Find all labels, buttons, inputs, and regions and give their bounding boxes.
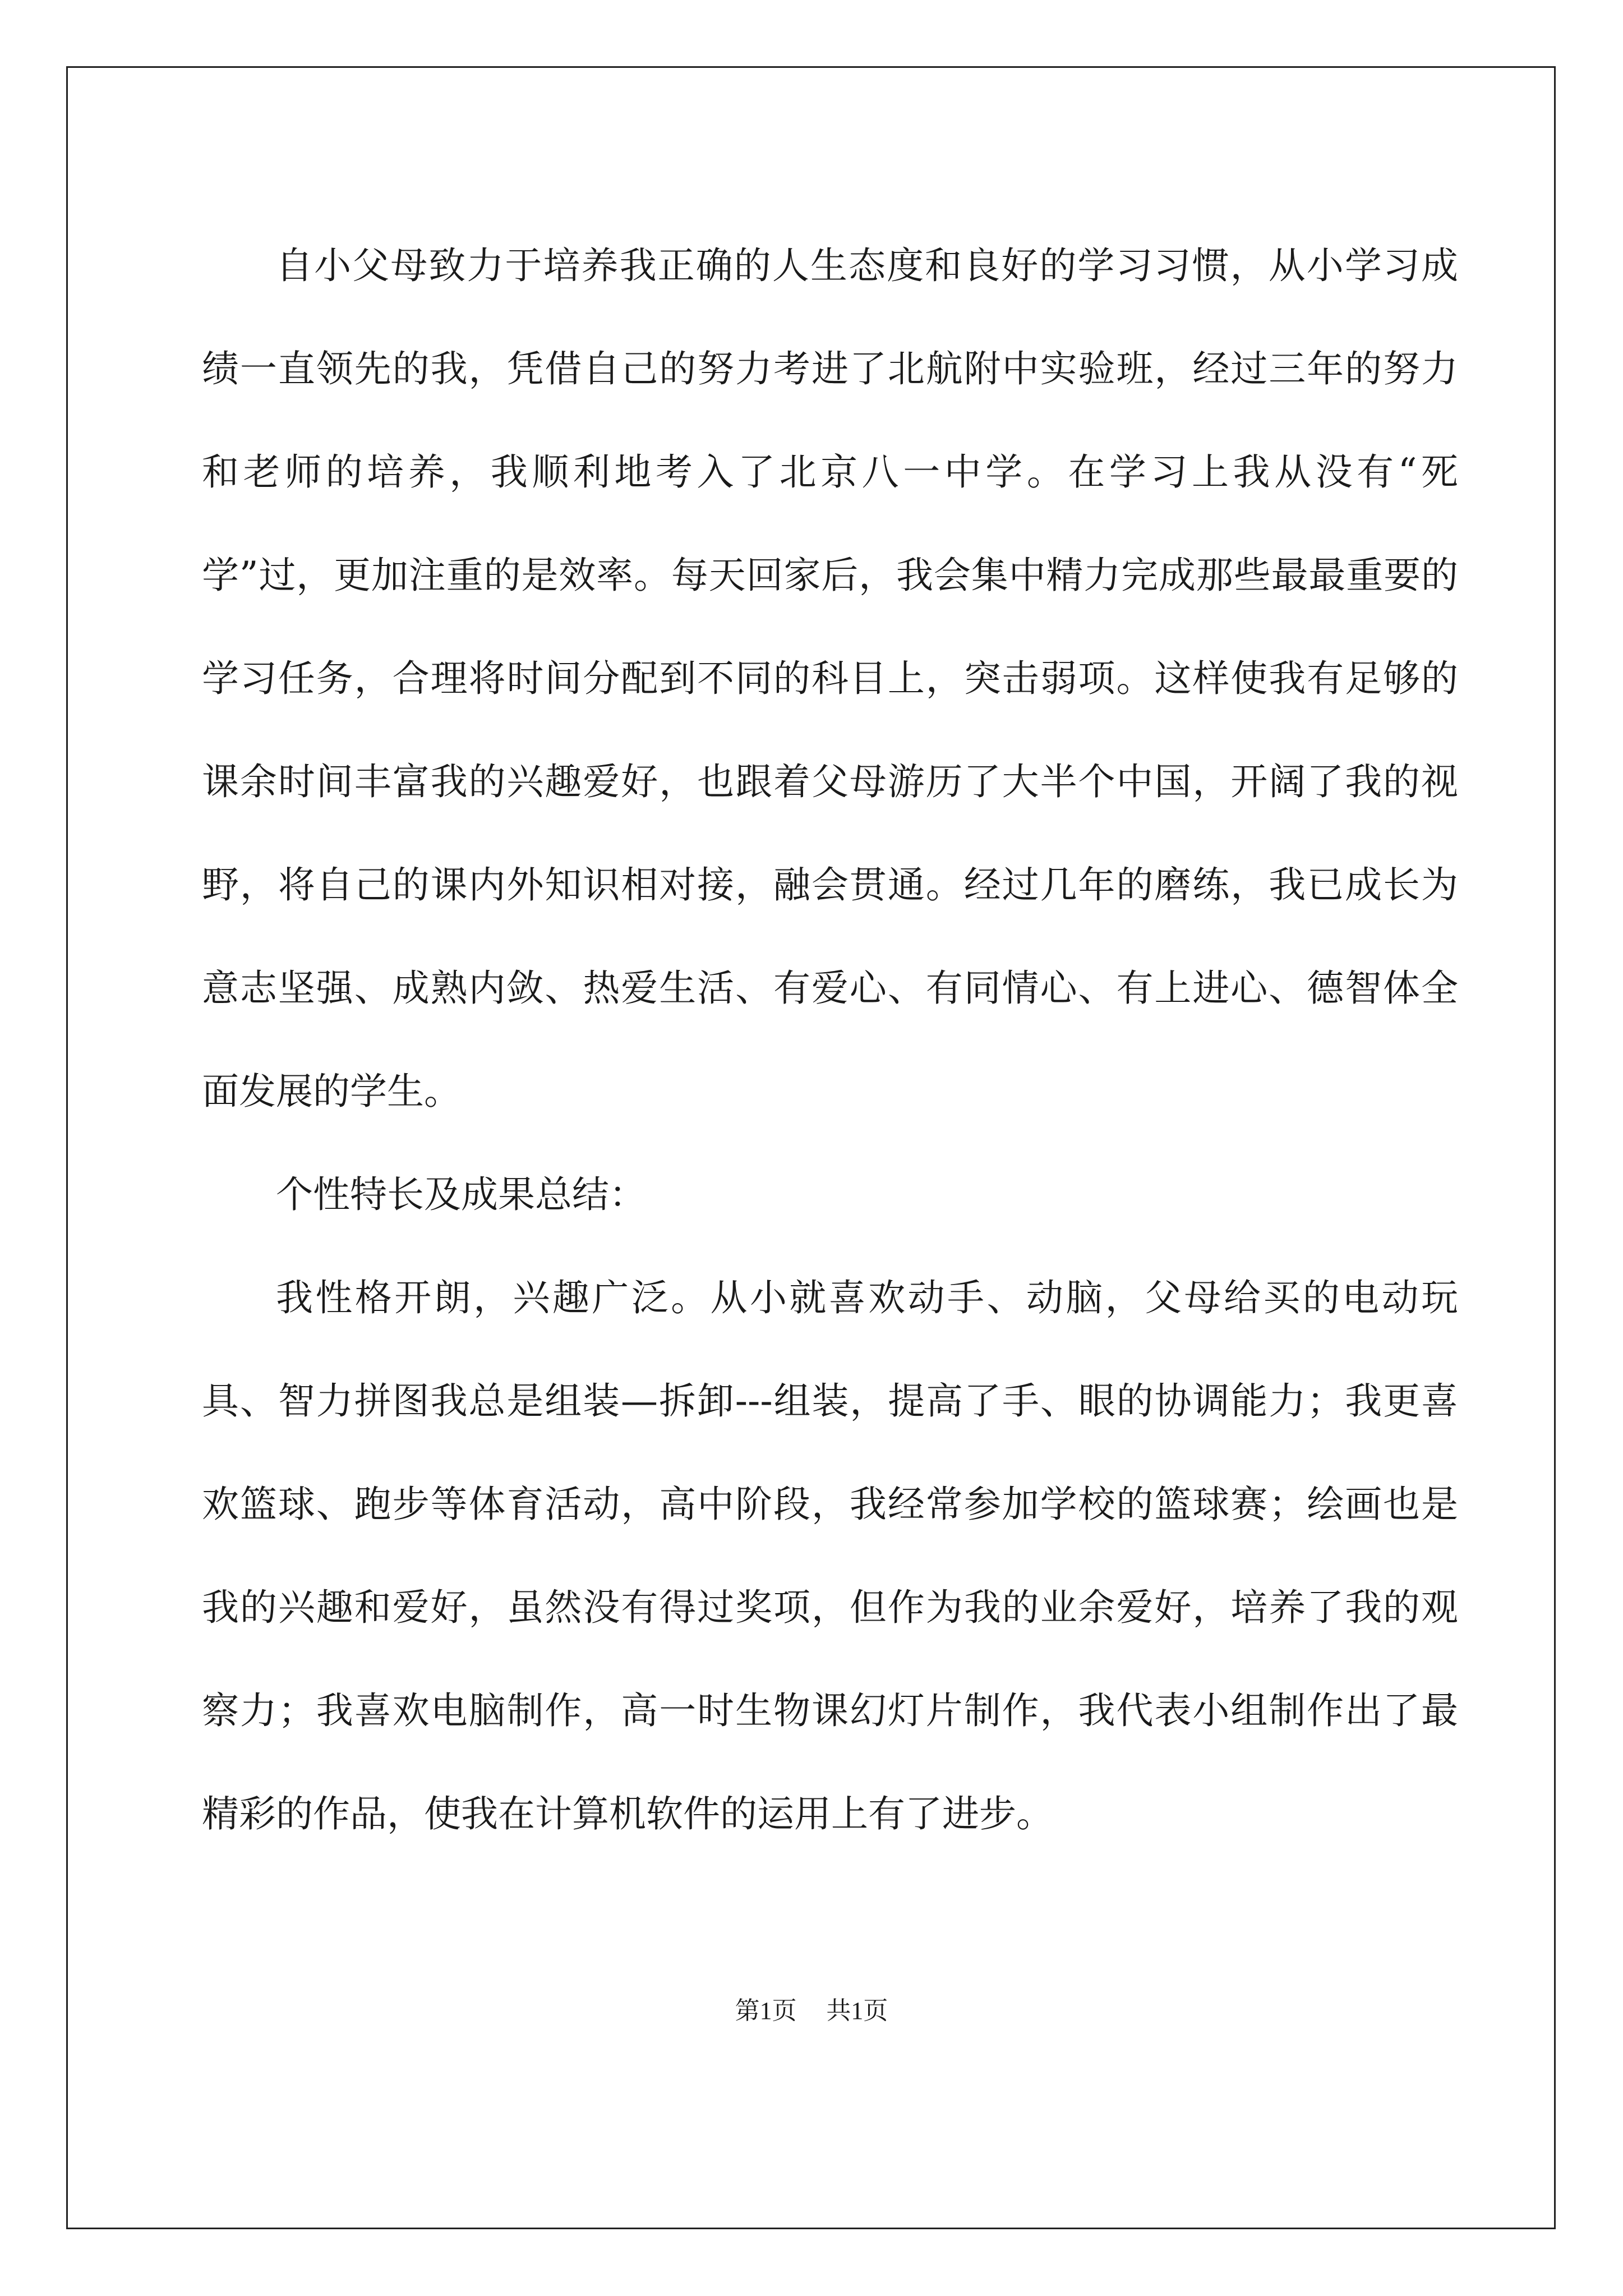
page-number: 第1页: [735, 1997, 797, 2024]
page-footer: [0, 1994, 1623, 2028]
document-body: [202, 214, 1458, 1866]
paragraph-strengths: 我性格开朗，兴趣广泛。从小就喜欢动手、动脑，父母给买的电动玩具、智力拼图我总是组装—拆卸---组装，提高了手、眼的协调能力；我更喜欢篮球、跑步等体育活动，高中阶段，我经常参加学校的篮球赛；绘画也是我的兴趣和爱好，虽然没有得过奖项，但作为我的业余爱好，培养了我的观察力；我喜欢电脑制作，高一时生物课幻灯片制作，我代表小组制作出了最精彩的作品，使我在计算机软件的运用上有了进步。: [202, 1276, 1458, 1835]
paragraph-heading-strengths: 个性特长及成果总结：: [276, 1173, 646, 1216]
paragraph-intro: 自小父母致力于培养我正确的人生态度和良好的学习习惯，从小学习成绩一直领先的我，凭借自己的努力考进了北航附中实验班，经过三年的努力和老师的培养，我顺利地考入了北京八一中学。在学习上我从没有“死学”过，更加注重的是效率。每天回家后，我会集中精力完成那些最最重要的学习任务，合理将时间分配到不同的科目上，突击弱项。这样使我有足够的课余时间丰富我的兴趣爱好，也跟着父母游历了大半个中国，开阔了我的视野，将自己的课内外知识相对接，融会贯通。经过几年的磨练，我已成长为意志坚强、成熟内敛、热爱生活、有爱心、有同情心、有上进心、德智体全面发展的学生。: [202, 244, 1458, 1113]
total-pages: 共1页: [826, 1997, 888, 2024]
